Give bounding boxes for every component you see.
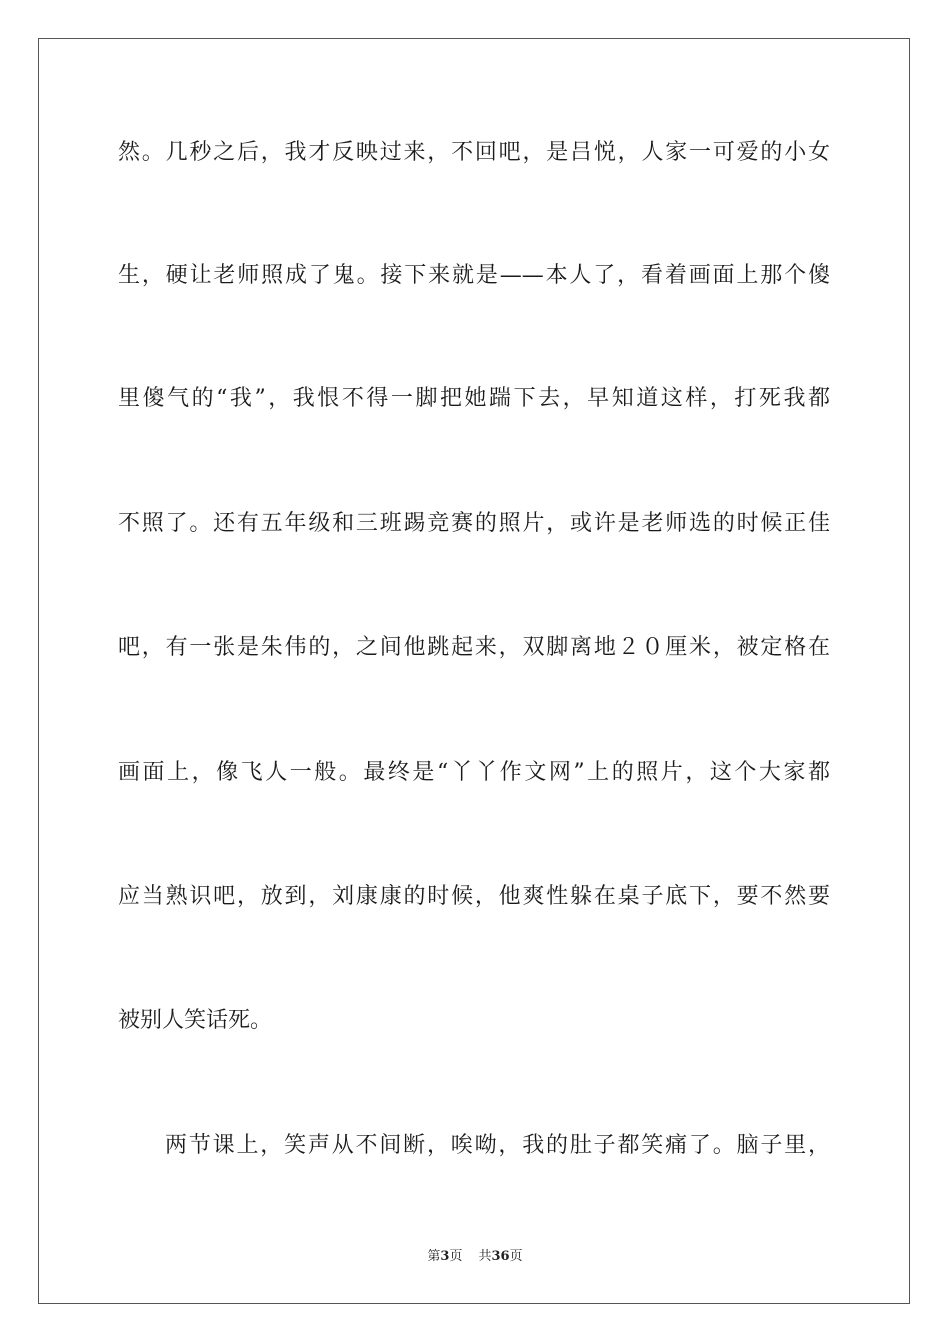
text-line-2: 生，硬让老师照成了鬼。接下来就是——本人了，看着画面上那个傻 <box>118 263 830 288</box>
total-suffix: 页 <box>509 1249 523 1264</box>
text-line-6: 画面上，像飞人一般。最终是“丫丫作文网”上的照片，这个大家都 <box>118 760 830 785</box>
text-line-5: 吧，有一张是朱伟的，之间他跳起来，双脚离地２０厘米，被定格在 <box>118 635 830 660</box>
paragraph-start-line: 两节课上，笑声从不间断，唉呦，我的肚子都笑痛了。脑子里， <box>165 1133 830 1158</box>
text-line-4: 不照了。还有五年级和三班踢竞赛的照片，或许是老师选的时候正佳 <box>118 511 830 536</box>
text-line-8: 被别人笑话死。 <box>118 1008 273 1033</box>
page-footer <box>0 1248 950 1266</box>
page-suffix: 页 <box>449 1249 463 1264</box>
page-prefix: 第 <box>427 1249 441 1264</box>
total-prefix: 共 <box>478 1249 492 1264</box>
total-pages: 36 <box>491 1249 510 1264</box>
text-line-3: 里傻气的“我”，我恨不得一脚把她踹下去，早知道这样，打死我都 <box>118 386 830 411</box>
page-border <box>38 38 910 1304</box>
text-line-7: 应当熟识吧，放到，刘康康的时候，他爽性躲在桌子底下，要不然要 <box>118 884 830 909</box>
page-number: 3 <box>440 1249 450 1264</box>
text-line-1: 然。几秒之后，我才反映过来，不回吧，是吕悦，人家一可爱的小女 <box>118 140 830 165</box>
